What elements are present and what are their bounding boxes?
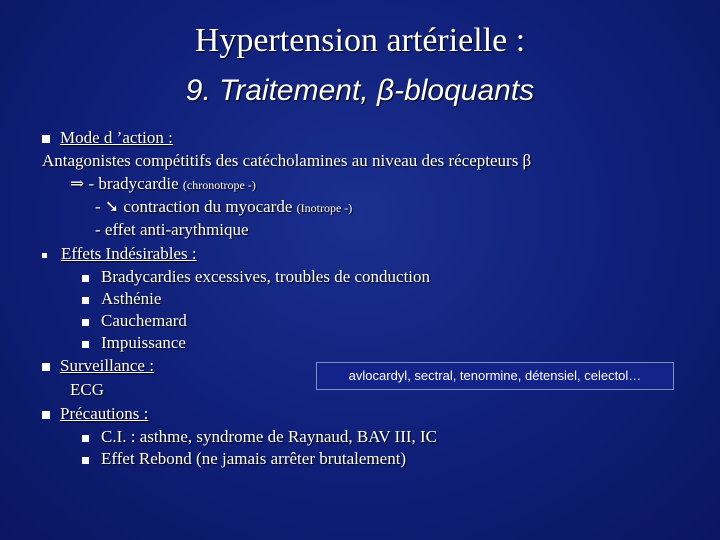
- square-bullet-icon: [42, 253, 47, 258]
- list-item: [82, 267, 430, 287]
- square-bullet-icon: [82, 457, 89, 464]
- effect-2-text: - ➘ contraction du myocarde: [95, 197, 293, 216]
- precautions-heading-row: [42, 404, 148, 424]
- effect-2-note: (Inotrope -): [296, 201, 353, 215]
- square-bullet-icon: [82, 341, 89, 348]
- list-item-text: Impuissance: [101, 333, 186, 352]
- surveillance-heading-row: [42, 356, 154, 376]
- mode-heading-row: [42, 128, 173, 148]
- list-item-text: Asthénie: [101, 289, 162, 308]
- slide-title: Hypertension artérielle :: [194, 22, 526, 59]
- list-item-text: Bradycardies excessives, troubles de conduction: [101, 267, 431, 286]
- precautions-heading: Précautions :: [60, 404, 149, 423]
- surveillance-value: ECG: [70, 380, 104, 399]
- effets-heading-row: [42, 244, 197, 264]
- list-item-text: Cauchemard: [101, 311, 187, 330]
- square-bullet-icon: [82, 319, 89, 326]
- list-item-text: C.I. : asthme, syndrome de Raynaud, BAV III, IC: [101, 427, 438, 446]
- square-bullet-icon: [42, 411, 50, 419]
- mode-effect-1: [70, 174, 256, 194]
- list-item-text: Effet Rebond (ne jamais arrêter brutalement): [101, 449, 407, 468]
- list-item: [82, 449, 406, 469]
- slide-subtitle: 9. Traitement, β-bloquants: [185, 74, 535, 107]
- effect-1-note: (chronotrope -): [182, 178, 256, 192]
- list-item: [82, 333, 186, 353]
- mode-description: Antagonistes compétitifs des catécholamines au niveau des récepteurs β: [42, 151, 532, 170]
- list-item: [82, 311, 187, 331]
- drugs-box: avlocardyl, sectral, tenormine, détensiel, celectol…: [316, 362, 674, 390]
- square-bullet-icon: [42, 135, 50, 143]
- list-item: [82, 427, 437, 447]
- effets-heading: Effets Indésirables :: [61, 244, 197, 263]
- mode-heading: Mode d ’action :: [60, 128, 173, 147]
- square-bullet-icon: [42, 363, 50, 371]
- square-bullet-icon: [82, 275, 89, 282]
- square-bullet-icon: [82, 297, 89, 304]
- surveillance-heading: Surveillance :: [60, 356, 154, 375]
- square-bullet-icon: [82, 435, 89, 442]
- mode-effect-2: [95, 197, 352, 217]
- mode-effect-3: - effet anti-arythmique: [95, 220, 249, 239]
- effect-1-text: ⇒ - bradycardie: [70, 174, 179, 193]
- list-item: [82, 289, 161, 309]
